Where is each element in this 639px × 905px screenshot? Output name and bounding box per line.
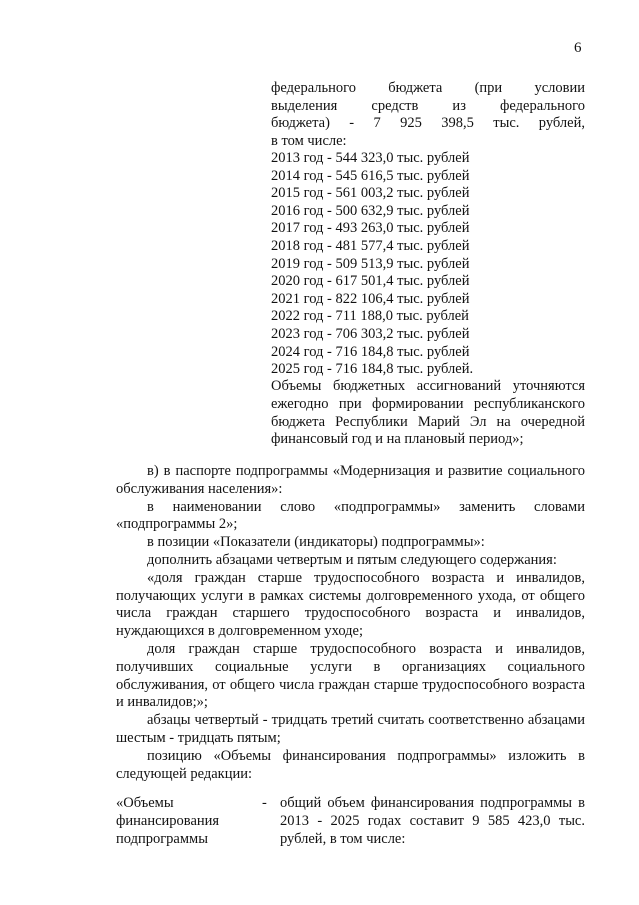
financing-dash: - [262,795,267,811]
paragraph-renumber: абзацы четвертый - тридцать третий считать соответственно абзацами шестым - тридцать пятым; [116,712,585,746]
year-amount-2022: 2022 год - 711 188,0 тыс. рублей [271,308,469,325]
paragraph-add-abzacy: дополнить абзацами четвертым и пятым следующего содержания: [147,551,557,568]
federal-budget-line-1: федерального бюджета (при условии [271,80,585,96]
year-amount-2021: 2021 год - 822 106,4 тыс. рублей [271,290,470,307]
year-amount-2018: 2018 год - 481 577,4 тыс. рублей [271,237,470,254]
financing-label: «Объемы финансирования подпрограммы [116,795,220,847]
federal-budget-line-2: выделения средств из федерального [271,97,585,114]
year-amount-2025: 2025 год - 716 184,8 тыс. рублей. [271,361,474,378]
year-amount-2015: 2015 год - 561 003,2 тыс. рублей [271,185,470,202]
paragraph-quote-1: «доля граждан старше трудоспособного возраста и инвалидов, получающих услуги в рамках системы долговременного ухода, от общего числа граждан старшего трудоспособного возраста и инвалидов, нуждающихся в долговременном уходе; [116,569,585,640]
year-amount-2017: 2017 год - 493 263,0 тыс. рублей [271,220,470,237]
year-amount-2016: 2016 год - 500 632,9 тыс. рублей [271,202,470,219]
federal-budget-line-3: бюджета) - 7 925 398,5 тыс. рублей, [271,115,585,131]
year-amount-2019: 2019 год - 509 513,9 тыс. рублей [271,255,470,272]
federal-budget-line-4: в том числе: [271,132,347,149]
year-amount-2020: 2020 год - 617 501,4 тыс. рублей [271,273,470,290]
paragraph-name-replace: в наименовании слово «подпрограммы» заменить словами «подпрограммы 2»; [116,498,585,533]
financing-value: общий объем финансирования подпрограммы в 2013 - 2025 годах составит 9 585 423,0 тыс. рублей, в том числе: [280,795,585,847]
year-amount-2024: 2024 год - 716 184,8 тыс. рублей [271,343,470,360]
federal-budget-block [271,80,585,150]
paragraph-passport: в) в паспорте подпрограммы «Модернизация и развитие социального обслуживания населения»: [116,463,585,497]
yearly-amounts-list [271,150,473,379]
amendment-text [116,463,585,783]
paragraph-indicators: в позиции «Показатели (индикаторы) подпрограммы»: [147,534,485,551]
paragraph-position-financing: позицию «Объемы финансирования подпрограммы» изложить в следующей редакции: [116,747,585,782]
paragraph-quote-2: доля граждан старше трудоспособного возраста и инвалидов, получивших социальные услуги в организациях социального обслуживания, от общего числа граждан старше трудоспособного возраста и инвалидов;»; [116,640,585,711]
year-amount-2013: 2013 год - 544 323,0 тыс. рублей [271,150,470,166]
year-amount-2014: 2014 год - 545 616,5 тыс. рублей [271,167,470,184]
page-number: 6 [574,40,582,56]
year-amount-2023: 2023 год - 706 303,2 тыс. рублей [271,325,470,342]
allocation-note: Объемы бюджетных ассигнований уточняются ежегодно при формировании республиканского бюджета Республики Марий Эл на очередной финансовый год и на плановый период»; [271,378,585,448]
